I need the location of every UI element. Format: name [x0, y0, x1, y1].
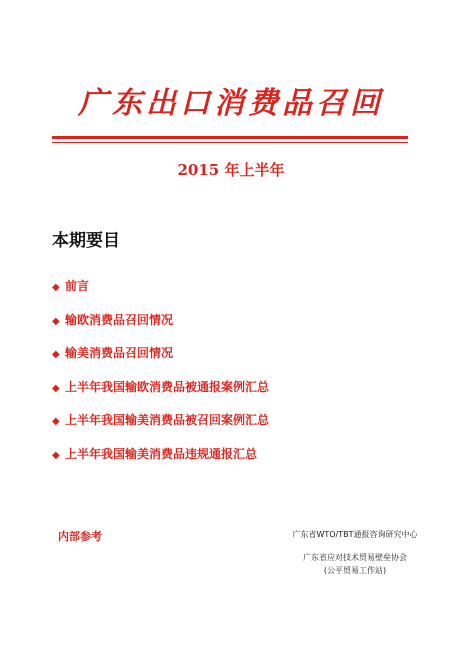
diamond-bullet-icon: ◆	[52, 416, 60, 428]
toc-item	[52, 344, 269, 378]
diamond-bullet-icon: ◆	[52, 315, 60, 327]
title-rule-thick	[52, 136, 408, 139]
diamond-bullet-icon: ◆	[52, 282, 60, 293]
toc-item	[52, 378, 269, 412]
toc-item-label: 输欧消费品召回情况	[65, 312, 174, 327]
title-rule-thin	[52, 142, 408, 143]
toc-item-label: 上半年我国输美消费品违规通报汇总	[65, 446, 258, 461]
toc-item	[52, 277, 269, 311]
diamond-bullet-icon: ◆	[52, 349, 60, 361]
toc-item-label: 输美消费品召回情况	[65, 346, 174, 361]
toc-heading: 本期要目	[52, 231, 120, 251]
issue-period: 2015 年上半年	[177, 161, 285, 179]
publisher-org-2: 广东省应对技术贸易壁垒协会	[303, 553, 407, 562]
publisher-spacer	[270, 541, 440, 551]
toc-item-label: 前言	[65, 279, 90, 293]
diamond-bullet-icon: ◆	[52, 449, 60, 461]
toc-item-label: 上半年我国输美消费品被召回案例汇总	[65, 413, 270, 428]
diamond-bullet-icon: ◆	[52, 382, 60, 394]
toc-item	[52, 445, 269, 479]
toc-item	[52, 411, 269, 445]
publisher-org-2-sub: (公平贸易工作站)	[323, 566, 387, 575]
report-title: 广东出口消费品召回	[78, 86, 384, 121]
internal-reference-label: 内部参考	[58, 530, 102, 543]
toc-item-label: 上半年我国输欧消费品被通报案例汇总	[65, 379, 270, 394]
publisher-org-1: 广东省WTO/TBT通报咨询研究中心	[292, 530, 418, 539]
toc-item	[52, 311, 269, 345]
publisher-block	[270, 528, 440, 577]
toc-list	[52, 277, 269, 479]
